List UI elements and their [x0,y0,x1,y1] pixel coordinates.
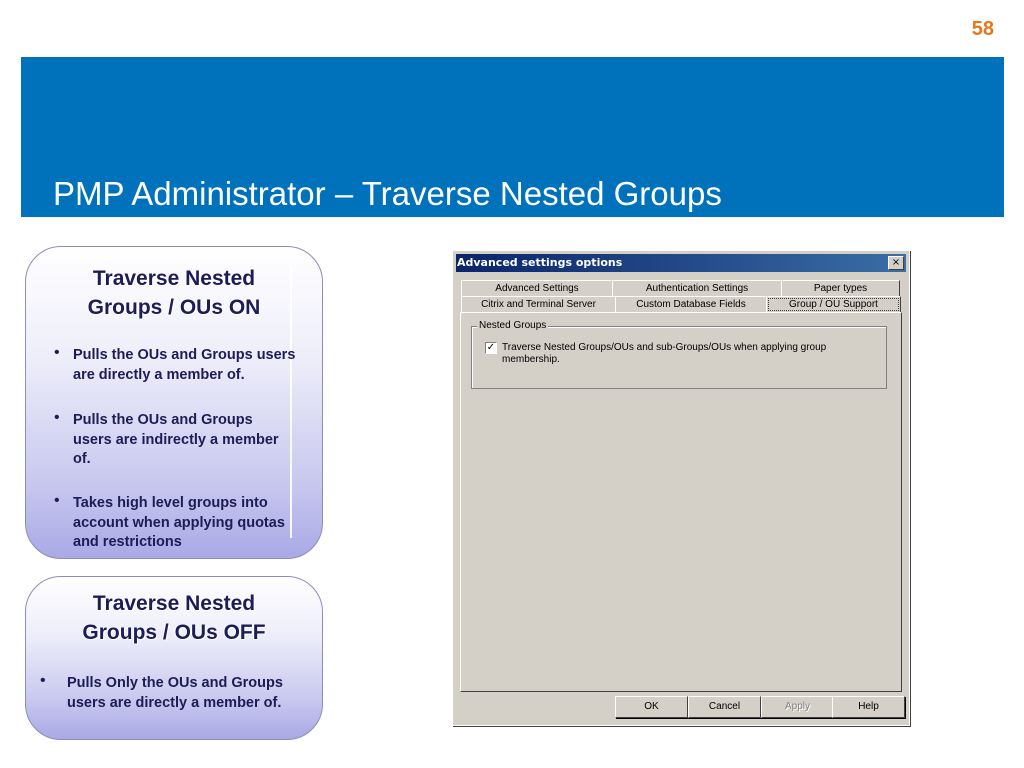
card-on-heading-line1: Traverse Nested [92,267,256,290]
traverse-nested-checkbox-label[interactable]: Traverse Nested Groups/OUs and sub-Groups/OUs when applying group membership. [502,342,827,365]
bullet-icon: • [40,672,46,689]
bullet-icon: • [54,344,60,361]
tab-group-ou-support[interactable]: Group / OU Support [766,296,901,313]
groupbox-label: Nested Groups [479,320,547,331]
tab-authentication-settings[interactable]: Authentication Settings [612,280,782,297]
card-on-bullet-3: Takes high level groups into account when applying quotas and restrictions [73,495,285,550]
traverse-nested-checkbox[interactable]: ✓ [486,342,496,353]
card-on-heading-line2: Groups / OUs ON [87,296,261,319]
page-title: PMP Administrator – Traverse Nested Groups [53,175,722,212]
card-on-bullet-1: Pulls the OUs and Groups users are directly a member of. [73,347,296,383]
close-icon[interactable]: × [888,256,904,270]
title-band [21,57,1004,217]
nested-groups-off-card [25,576,323,740]
help-button[interactable]: Help [832,696,905,718]
tab-advanced-settings[interactable]: Advanced Settings [461,280,613,297]
dialog-titlebar [456,254,906,272]
tab-custom-database-fields[interactable]: Custom Database Fields [615,296,767,313]
dialog-title: Advanced settings options [457,256,623,269]
cancel-button[interactable]: Cancel [688,696,761,718]
bullet-icon: • [54,409,60,426]
slide-number: 58 [971,18,994,40]
apply-button[interactable]: Apply [761,696,834,718]
card-off-heading-line2: Groups / OUs OFF [82,621,266,644]
card-off-heading-line1: Traverse Nested [92,592,256,615]
tab-paper-types[interactable]: Paper types [781,280,900,297]
ok-button[interactable]: OK [615,696,688,718]
nested-groups-on-card [25,246,323,559]
tab-citrix-terminal-server[interactable]: Citrix and Terminal Server [461,296,616,313]
card-on-bullet-2: Pulls the OUs and Groups users are indirectly a member of. [73,412,279,467]
card-off-bullet-1: Pulls Only the OUs and Groups users are directly a member of. [67,675,283,711]
bullet-icon: • [54,492,60,509]
